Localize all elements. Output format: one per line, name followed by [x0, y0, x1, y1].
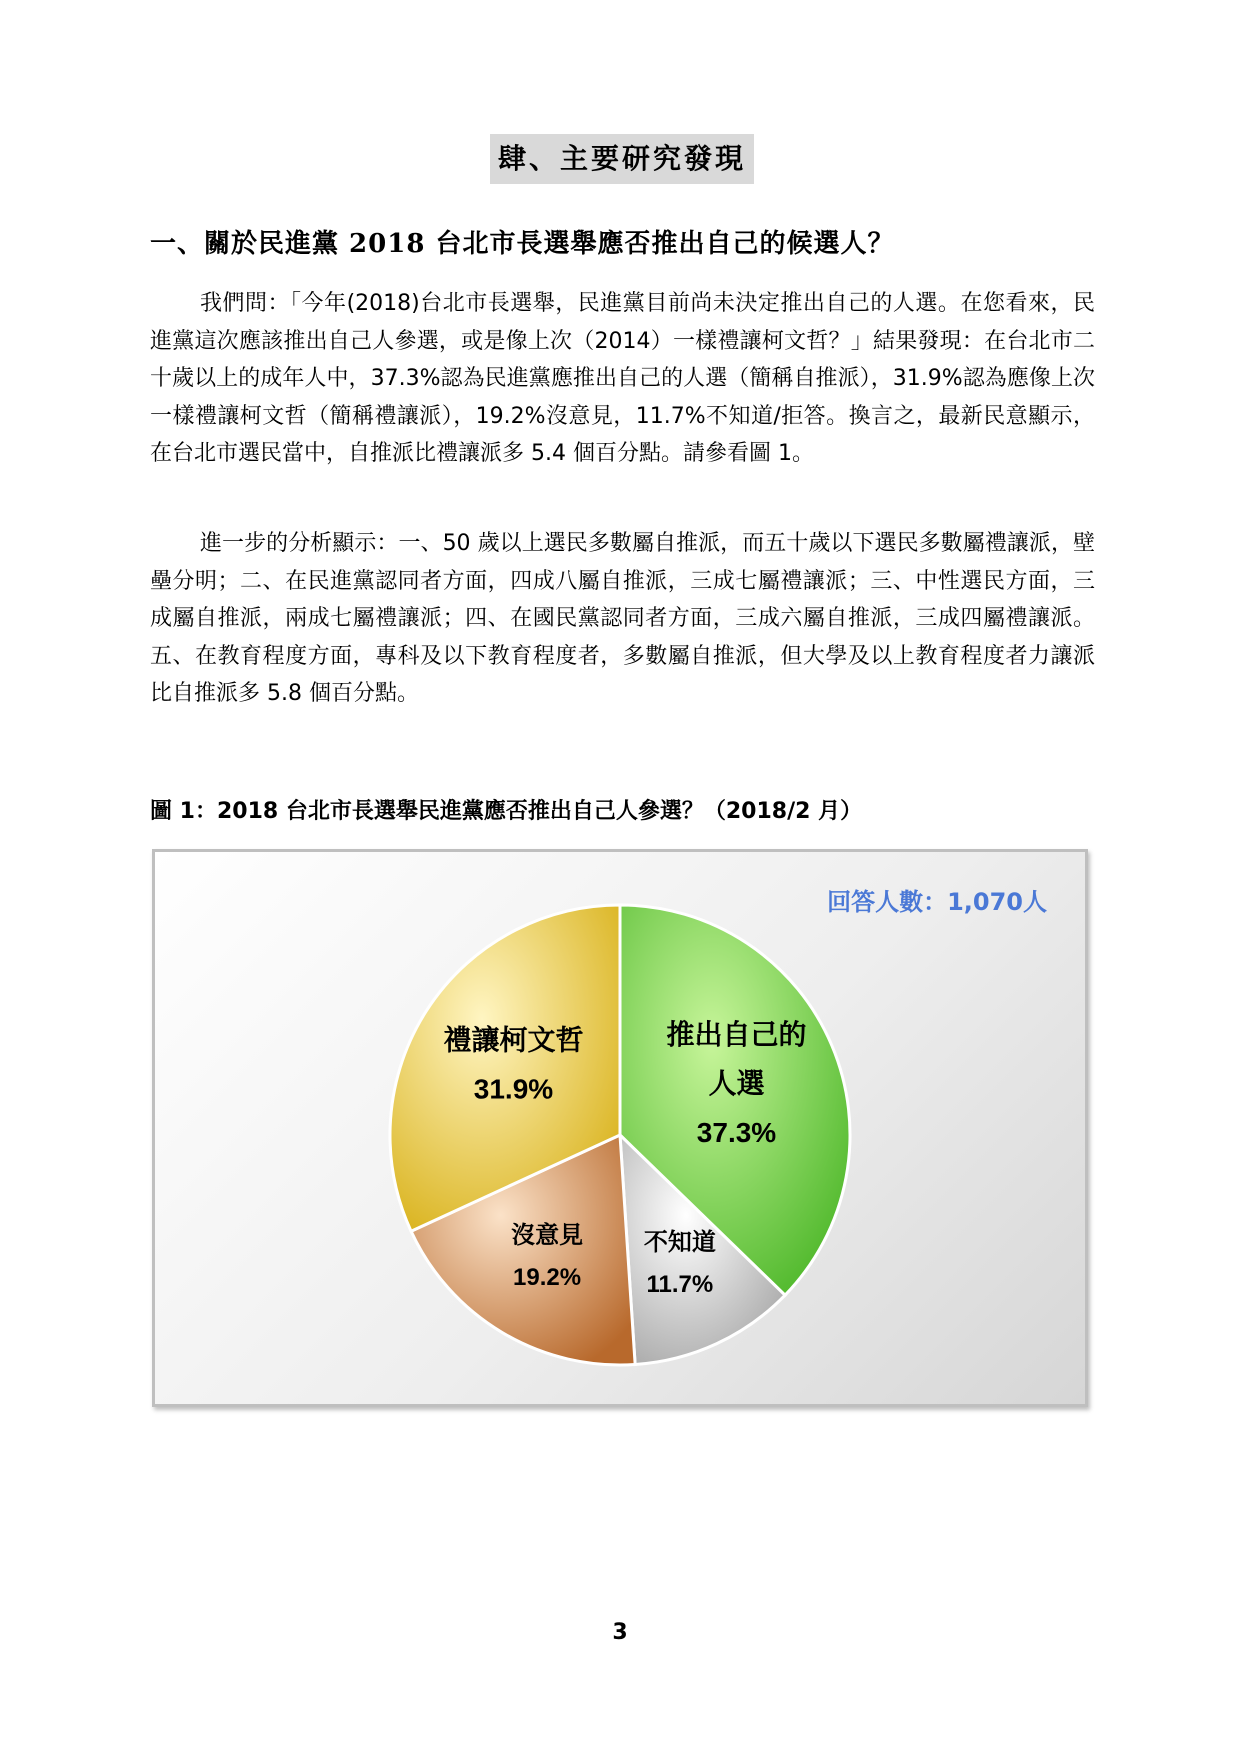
pie-chart: [155, 852, 1085, 1404]
pie-value-label: 19.2%: [513, 1263, 582, 1291]
pie-category-label: 不知道: [643, 1228, 716, 1256]
page-number: 3: [612, 1620, 628, 1645]
respondent-count: 回答人數：1,070人: [827, 888, 1047, 916]
paragraph: 進一步的分析顯示：一、50 歲以上選民多數屬自推派，而五十歲以下選民多數屬禮讓派，壁壘分明；二、在民進黨認同者方面，四成八屬自推派，三成七屬禮讓派；三、中性選民方面，三成屬自推派，兩成七屬禮讓派；四、在國民黨認同者方面，三成六屬自推派，三成四屬禮讓派。五、在教育程度方面，專科及以下教育程度者，多數屬自推派，但大學及以上教育程度者力讓派比自推派多 5.8 個百分點。: [150, 531, 1095, 706]
pie-category-label: 沒意見: [511, 1221, 584, 1249]
pie-value-label: 37.3%: [696, 1117, 777, 1149]
pie-category-label: 禮讓柯文哲: [443, 1024, 584, 1056]
pie-chart-frame: [152, 849, 1088, 1407]
pie-value-label: 11.7%: [646, 1270, 714, 1298]
subheading: 一、關於民進黨 2018 台北市長選舉應否推出自己的候選人？: [150, 229, 895, 259]
figure-caption: 圖 1：2018 台北市長選舉民進黨應否推出自己人參選？（2018/2 月）: [150, 799, 863, 824]
paragraph: 我們問：「今年(2018)台北市長選舉，民進黨目前尚未決定推出自己的人選。在您看來，民進黨這次應該推出自己人參選，或是像上次（2014）一樣禮讓柯文哲？」結果發現：在台北市二十歲以上的成年人中，37.3%認為民進黨應推出自己的人選（簡稱自推派），31.9%認為應像上次一樣禮讓柯文哲（簡稱禮讓派），19.2%沒意見，11.7%不知道/拒答。換言之，最新民意顯示，在台北市選民當中，自推派比禮讓派多 5.4 個百分點。請參看圖 1。: [150, 291, 1095, 466]
pie-category-label: 人選: [708, 1068, 765, 1100]
pie-value-label: 31.9%: [473, 1073, 554, 1105]
section-title: 肆、主要研究發現: [490, 134, 754, 184]
pie-category-label: 推出自己的: [666, 1019, 807, 1051]
